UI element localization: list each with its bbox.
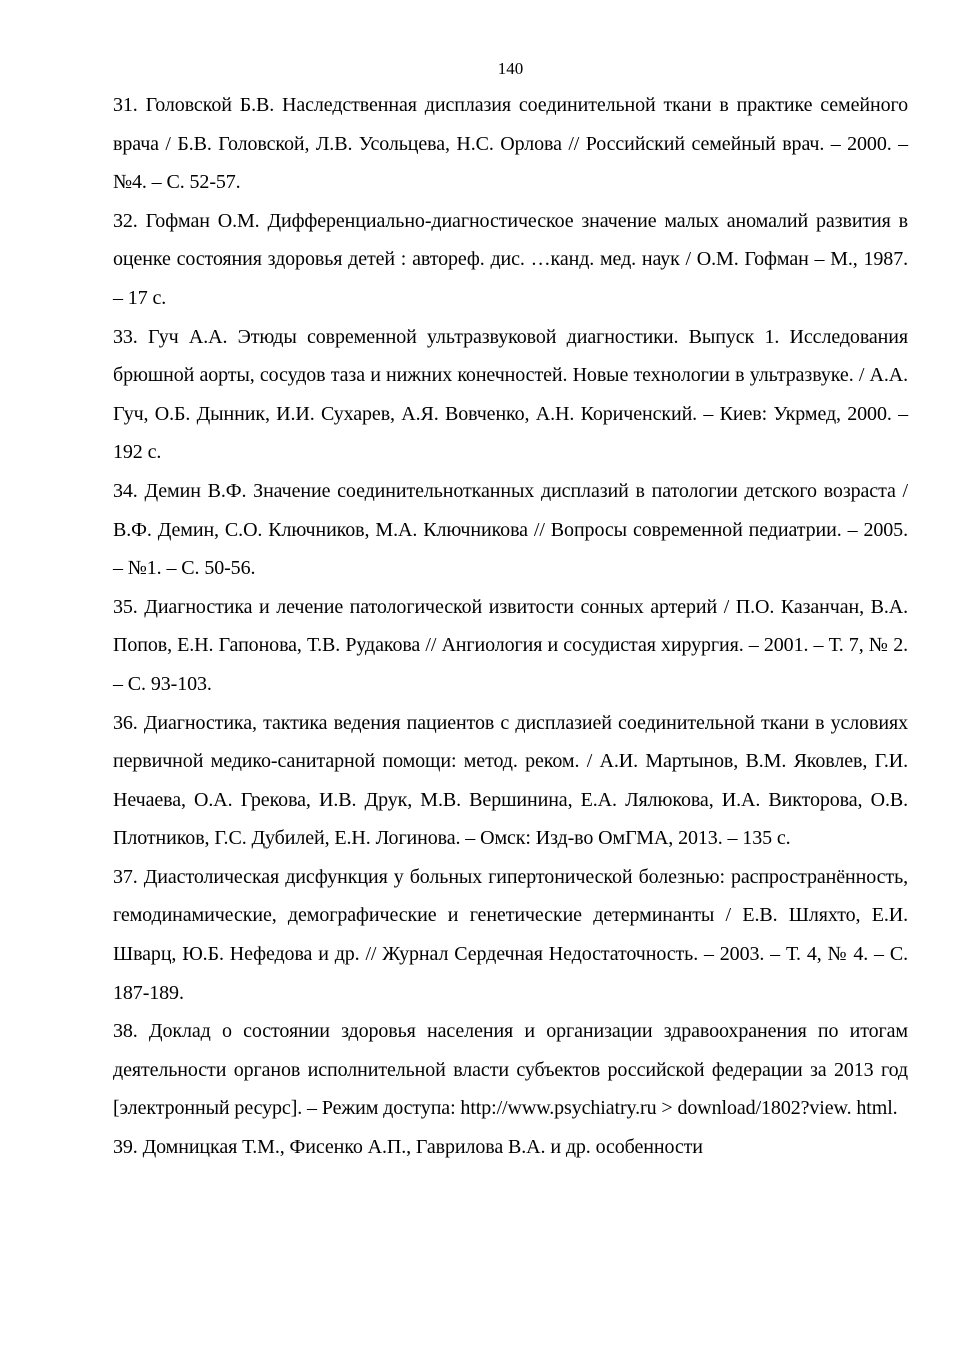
reference-31: 31. Головской Б.В. Наследственная дисплазия соединительной ткани в практике семейного врача / Б.В. Головской, Л.В. Усольцева, Н.С. Орлова // Российский семейный врач. – 2000. – №4. – С. 52-57. [113,94,908,194]
reference-35: 35. Диагностика и лечение патологической извитости сонных артерий / П.О. Казанчан, В.А. Попов, Е.Н. Гапонова, Т.В. Рудакова // Ангиология и сосудистая хирургия. – 2001. – Т. 7, № 2. – С. 93-103. [113,595,908,695]
reference-34: 34. Демин В.Ф. Значение соединительнотканных дисплазий в патологии детского возраста / В.Ф. Демин, С.О. Ключников, М.А. Ключникова // Вопросы современной педиатрии. – 2005. – №1. – С. 50-56. [113,479,908,580]
reference-33: 33. Гуч А.А. Этюды современной ультразвуковой диагностики. Выпуск 1. Исследования брюшной аорты, сосудов таза и нижних конечностей. Новые технологии в ультразвуке. / А.А. Гуч, О.Б. Дынник, И.И. Сухарев, А.Я. Вовченко, А.Н. Кориченский. – Киев: Укрмед, 2000. – 192 с. [113,325,908,464]
reference-36: 36. Диагностика, тактика ведения пациентов с дисплазией соединительной ткани в условиях первичной медико-санитарной помощи: метод. реком. / А.И. Мартынов, В.М. Яковлев, Г.И. Нечаева, О.А. Грекова, И.В. Друк, М.В. Вершинина, Е.А. Лялюкова, И.А. Викторова, О.В. Плотников, Г.С. Дубилей, Е.Н. Логинова. – Омск: Изд-во ОмГМА, 2013. – 135 с. [113,711,908,850]
reference-38: 38. Доклад о состоянии здоровья населения и организации здравоохранения по итогам деятельности органов исполнительной власти субъектов российской федерации за 2013 год [электронный ресурс]. – Режим доступа: http://www.psychiatry.ru > download/1802?view. html. [113,1020,908,1120]
reference-32: 32. Гофман О.М. Дифференциально-диагностическое значение малых аномалий развития в оценке состояния здоровья детей : автореф. дис. …канд. мед. наук / О.М. Гофман – М., 1987. – 17 с. [113,209,908,309]
reference-39: 39. Домницкая Т.М., Фисенко А.П., Гаврилова В.А. и др. особенности [113,1136,703,1159]
reference-37: 37. Диастолическая дисфункция у больных гипертонической болезнью: распространённость, гемодинамические, демографические и генетические детерминанты / Е.В. Шляхто, Е.И. Шварц, Ю.Б. Нефедова и др. // Журнал Сердечная Недостаточность. – 2003. – Т. 4, № 4. – С. 187-189. [113,865,908,1004]
reference-list [113,86,908,1167]
page-number: 140 [497,59,524,78]
